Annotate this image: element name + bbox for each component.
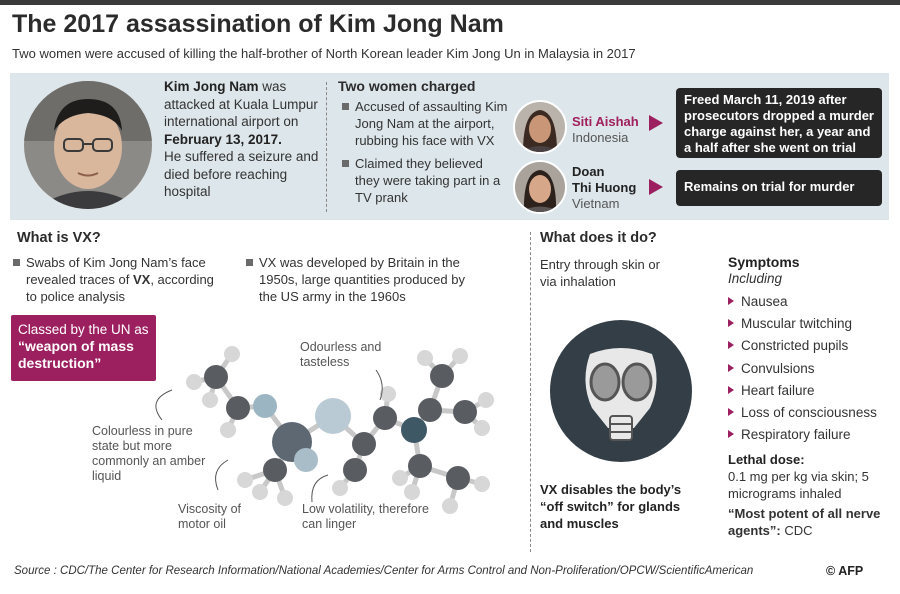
list-item: Convulsions: [728, 361, 888, 383]
note-volatility: Low volatility, therefore can linger: [302, 502, 429, 531]
bullet-square-icon: [342, 103, 349, 110]
triangle-bullet-icon: [728, 430, 734, 438]
triangle-bullet-icon: [728, 297, 734, 305]
triangle-bullet-icon: [728, 319, 734, 327]
siti-aishah-name: Siti Aishah: [572, 114, 639, 129]
siti-aishah-country: Indonesia: [572, 130, 629, 145]
lethal-dose-heading: Lethal dose:: [728, 452, 805, 467]
most-potent-quote: “Most potent of all nerve agents”: CDC: [728, 506, 881, 538]
vx-bullet-swabs: Swabs of Kim Jong Nam’s face revealed traces of VX, according to police analysis: [13, 254, 225, 305]
vx-disables-text: VX disables the body’s “off switch” for glands and muscles: [540, 482, 682, 531]
un-classification-box: Classed by the UN as “weapon of mass destruction”: [11, 315, 156, 381]
siti-status-box: Freed March 11, 2019 after prosecutors dropped a murder charge against her, a year and a half after she went on trial: [676, 88, 882, 158]
triangle-bullet-icon: [728, 364, 734, 372]
top-bar: [0, 0, 900, 5]
kim-jong-nam-photo: [24, 81, 152, 209]
bullet-square-icon: [13, 259, 20, 266]
lethal-dose-text: 0.1 mg per kg via skin; 5 micrograms inhaled: [728, 469, 869, 501]
effects-heading: What does it do?: [540, 230, 657, 246]
kim-attack-date: February 13, 2017.: [164, 131, 282, 147]
list-item: Nausea: [728, 294, 888, 316]
vx-bullet-history: VX was developed by Britain in the 1950s, large quantities produced by the US army in the 1960s: [246, 254, 476, 305]
symptoms-list: [728, 294, 888, 449]
arrow-right-icon: [649, 179, 663, 195]
list-item: Heart failure: [728, 383, 888, 405]
page-title: The 2017 assassination of Kim Jong Nam: [12, 10, 504, 38]
section-divider: [530, 232, 531, 552]
list-item: Muscular twitching: [728, 316, 888, 338]
charged-bullet: Claimed they believed they were taking part in a TV prank: [342, 155, 502, 206]
note-viscosity: Viscosity of motor oil: [178, 502, 241, 531]
arrow-right-icon: [649, 115, 663, 131]
charged-heading: Two women charged: [338, 78, 476, 94]
siti-aishah-photo: [513, 100, 567, 154]
source-credit: Source : CDC/The Center for Research Information/National Academies/Center for Arms Control and Non-Proliferation/OPCW/ScientificAmerican: [14, 565, 754, 577]
doan-status-box: Remains on trial for murder: [676, 170, 882, 206]
doan-thi-huong-country: Vietnam: [572, 196, 620, 211]
list-item: Constricted pupils: [728, 338, 888, 360]
bullet-square-icon: [342, 160, 349, 167]
bullet-square-icon: [246, 259, 253, 266]
symptoms-subheading: Including: [728, 271, 783, 286]
symptoms-heading: Symptoms: [728, 254, 800, 270]
note-colourless: Colourless in pure state but more commonly an amber liquid: [92, 424, 206, 483]
triangle-bullet-icon: [728, 386, 734, 394]
doan-thi-huong-photo: [513, 160, 567, 214]
kim-attack-text: [164, 78, 334, 148]
panel-divider: [326, 82, 327, 212]
gas-mask-icon: [550, 320, 692, 462]
afp-logo: © AFP: [826, 564, 864, 578]
kim-description: He suffered a seizure and died before reaching hospital: [164, 149, 319, 199]
doan-thi-huong-name: Doan Thi Huong: [572, 164, 637, 195]
kim-name: Kim Jong Nam: [164, 79, 259, 94]
charged-bullet: Accused of assaulting Kim Jong Nam at the airport, rubbing his face with VX: [342, 98, 514, 149]
triangle-bullet-icon: [728, 408, 734, 416]
list-item: Loss of consciousness: [728, 405, 888, 427]
vx-heading: What is VX?: [17, 230, 101, 246]
entry-text: Entry through skin or via inhalation: [540, 257, 660, 289]
triangle-bullet-icon: [728, 341, 734, 349]
note-odourless: Odourless and tasteless: [300, 340, 382, 369]
page-subtitle: Two women were accused of killing the half-brother of North Korean leader Kim Jong Un in Malaysia in 2017: [12, 46, 636, 61]
kim-attack-desc: was attacked at Kuala Lumpur international airport on: [164, 79, 318, 129]
list-item: Respiratory failure: [728, 427, 888, 449]
